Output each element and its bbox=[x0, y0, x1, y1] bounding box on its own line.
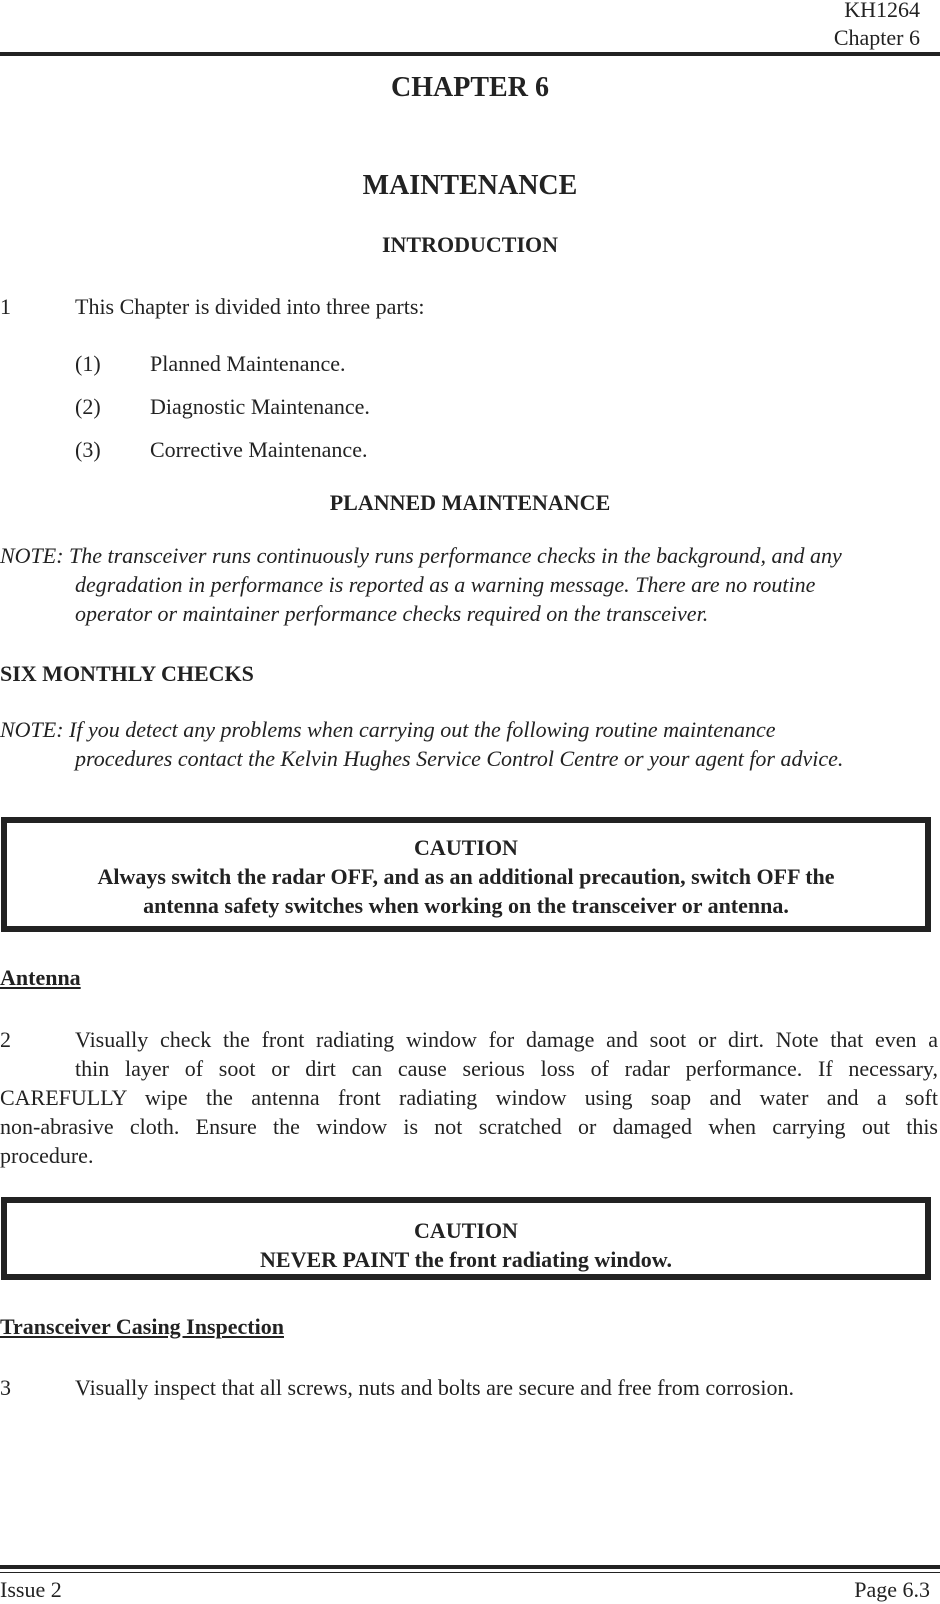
paragraph-line: Visually check the front radiating window for damage and soot or dirt. Note that even a bbox=[75, 1027, 938, 1052]
planned-maintenance-heading: PLANNED MAINTENANCE bbox=[329, 490, 611, 515]
paragraph-number-1: 1 bbox=[0, 294, 11, 319]
caution-box-never-paint bbox=[1, 1197, 931, 1280]
note-line: If you detect any problems when carrying out the following routine maintenance bbox=[69, 717, 776, 742]
paragraph-line: procedure. bbox=[0, 1143, 94, 1168]
note-line: procedures contact the Kelvin Hughes Service Control Centre or your agent for advice. bbox=[75, 746, 844, 771]
introduction-heading: INTRODUCTION bbox=[381, 232, 559, 257]
footer-rule-thin bbox=[0, 1572, 940, 1573]
caution-box-switch-off bbox=[1, 817, 931, 932]
note-line: operator or maintainer performance checks required on the transceiver. bbox=[75, 601, 709, 626]
introduction-text: This Chapter is divided into three parts: bbox=[75, 294, 425, 319]
list-item-number: (2) bbox=[75, 394, 101, 419]
caution-line: NEVER PAINT the front radiating window. bbox=[260, 1247, 672, 1272]
note-text bbox=[69, 541, 940, 628]
list-item-corrective: Corrective Maintenance. bbox=[150, 437, 368, 462]
maintenance-title: MAINTENANCE bbox=[362, 170, 578, 201]
note-text bbox=[69, 715, 940, 773]
list-item-number: (1) bbox=[75, 351, 101, 376]
paragraph-line: non-abrasive cloth. Ensure the window is not scratched or damaged when carrying out this bbox=[0, 1114, 938, 1139]
note-label: NOTE: bbox=[0, 543, 64, 568]
antenna-heading: Antenna bbox=[0, 965, 81, 990]
casing-inspection-heading: Transceiver Casing Inspection bbox=[0, 1314, 284, 1339]
caution-title: CAUTION bbox=[414, 835, 518, 860]
caution-title: CAUTION bbox=[414, 1218, 518, 1243]
antenna-paragraph bbox=[0, 1025, 938, 1170]
list-item-number: (3) bbox=[75, 437, 101, 462]
paragraph-line: thin layer of soot or dirt can cause serious loss of radar performance. If necessary, bbox=[75, 1056, 938, 1081]
paragraph-number-3: 3 bbox=[0, 1375, 11, 1400]
six-monthly-note bbox=[0, 715, 940, 775]
paragraph-number-2: 2 bbox=[0, 1027, 11, 1052]
list-item-planned: Planned Maintenance. bbox=[150, 351, 346, 376]
document-code: KH1264 bbox=[844, 0, 920, 22]
planned-note bbox=[0, 541, 940, 631]
casing-inspection-text: Visually inspect that all screws, nuts and bolts are secure and free from corrosion. bbox=[75, 1375, 794, 1400]
six-monthly-heading: SIX MONTHLY CHECKS bbox=[0, 661, 254, 686]
paragraph-line: CAREFULLY wipe the antenna front radiating window using soap and water and a soft bbox=[0, 1085, 938, 1110]
caution-line: antenna safety switches when working on the transceiver or antenna. bbox=[143, 893, 789, 918]
note-line: degradation in performance is reported as a warning message. There are no routine bbox=[75, 572, 816, 597]
chapter-reference: Chapter 6 bbox=[833, 25, 920, 50]
note-label: NOTE: bbox=[0, 717, 64, 742]
issue-number: Issue 2 bbox=[0, 1577, 62, 1602]
footer-rule-thick bbox=[0, 1565, 940, 1569]
chapter-title: CHAPTER 6 bbox=[391, 72, 549, 103]
caution-line: Always switch the radar OFF, and as an additional precaution, switch OFF the bbox=[97, 864, 835, 889]
list-item-diagnostic: Diagnostic Maintenance. bbox=[150, 394, 370, 419]
note-line: The transceiver runs continuously runs performance checks in the background, and any bbox=[69, 543, 842, 568]
header-rule bbox=[0, 52, 940, 56]
page-number: Page 6.3 bbox=[854, 1577, 930, 1602]
